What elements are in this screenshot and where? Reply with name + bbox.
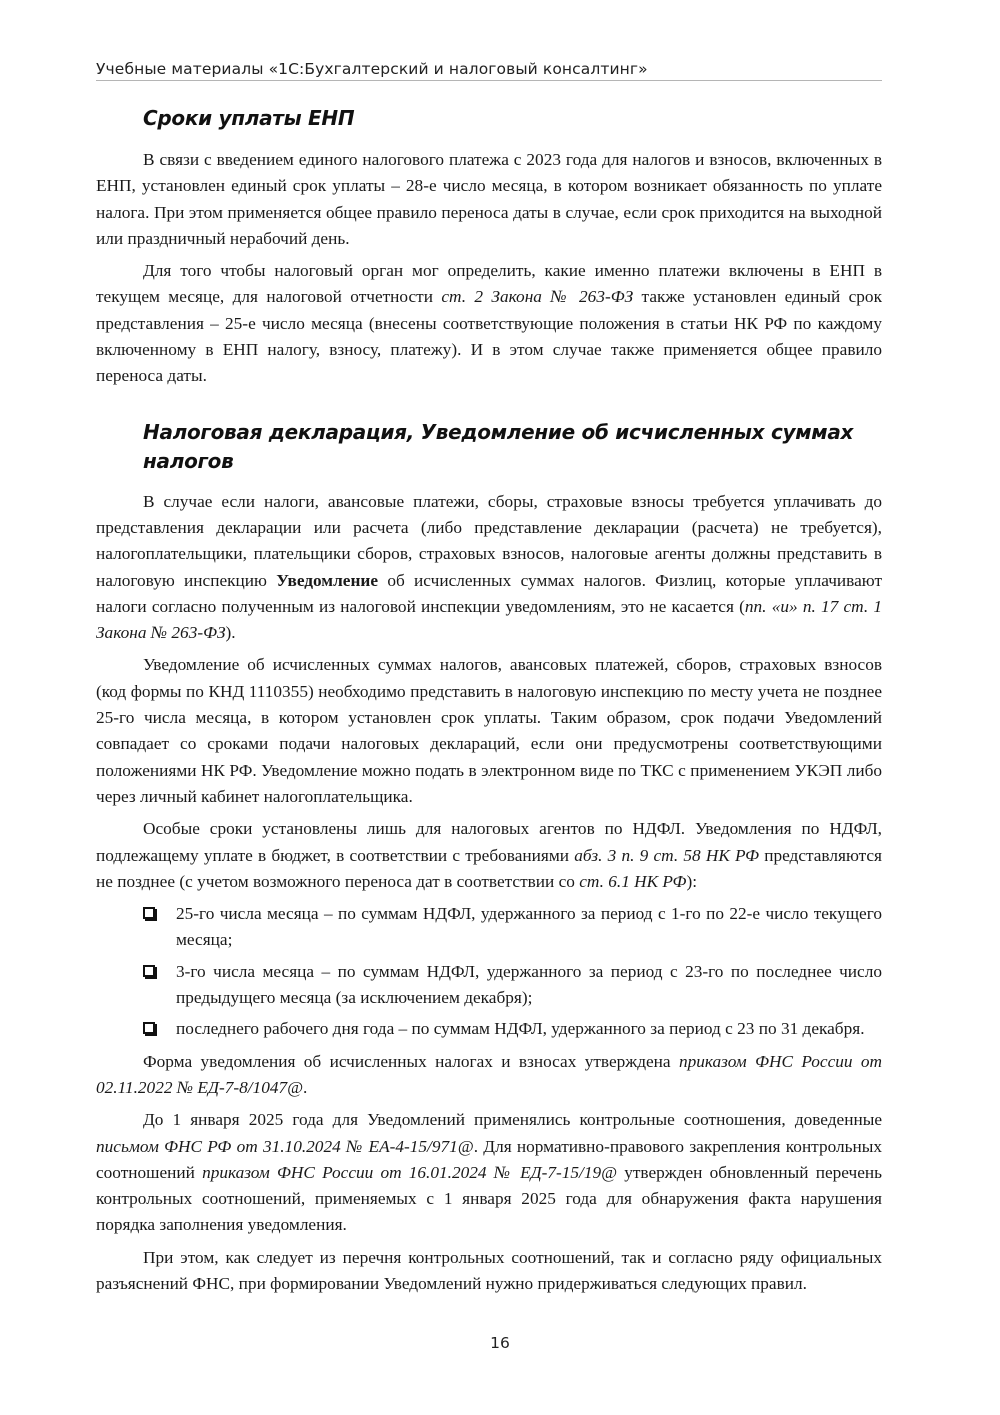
paragraph	[96, 1049, 882, 1102]
checkbox-bullet-icon	[143, 907, 155, 919]
paragraph	[96, 652, 882, 810]
paragraph-text: Форма уведомления об исчисленных налогах и взносах утверждена	[143, 1051, 679, 1071]
law-reference: ст. 6.1 НК РФ	[579, 871, 687, 891]
paragraph-text: об исчисленных суммах налогов. Физлиц, которые уплачивают налоги согласно полученным из налоговой инспекции уведомлениям, это не касается (	[96, 570, 882, 616]
law-reference: приказом ФНС России от 16.01.2024 № ЕД-7-15/19@	[202, 1162, 618, 1182]
paragraph	[96, 147, 882, 252]
law-reference: приказом ФНС России от 02.11.2022 № ЕД-7-8/1047@	[96, 1051, 882, 1097]
paragraph	[96, 816, 882, 895]
paragraph	[96, 258, 882, 389]
page-number: 16	[490, 1334, 510, 1352]
bold-term: Уведомление	[276, 570, 379, 590]
paragraph-text: ).	[225, 623, 236, 643]
section-heading-declaration-notice: Налоговая декларация, Уведомление об исчисленных суммах налогов	[143, 419, 854, 473]
law-reference: ст. 2 Закона № 263-ФЗ	[441, 287, 634, 307]
paragraph-text: До 1 января 2025 года для Уведомлений применялись контрольные соотношения, доведенные	[143, 1110, 882, 1130]
list-item-text: 25-го числа месяца – по суммам НДФЛ, удержанного за период с 1-го по 22-е число текущего месяца;	[176, 904, 882, 950]
paragraph-text: При этом, как следует из перечня контрольных соотношений, так и согласно ряду официальных разъяснений ФНС, при формировании Уведомлений нужно придерживаться следующих правил.	[96, 1247, 882, 1293]
list-item	[96, 959, 882, 1012]
list-item	[96, 901, 882, 954]
paragraph-text: утвержден обновленный перечень контрольных соотношений, применяемых с 1 января 2025 года для обнаружения факта нарушения порядка заполнения уведомления.	[96, 1162, 882, 1235]
checkbox-bullet-icon	[143, 965, 155, 977]
paragraph-text: Для того чтобы налоговый орган мог определить, какие именно платежи включены в ЕНП в текущем месяце, для налоговой отчетности	[96, 261, 882, 307]
list-item	[96, 1016, 882, 1042]
paragraph-text: В случае если налоги, авансовые платежи, сборы, страховые взносы требуется уплачивать до представления декларации или расчета (либо представление декларации (расчета) не требуется), налогоплательщики, плательщики сборов, страховых взносов, налоговые агенты должны представить в налоговую инспекцию	[96, 491, 882, 590]
paragraph	[96, 1245, 882, 1298]
law-reference: письмом ФНС РФ от 31.10.2024 № ЕА-4-15/971@	[96, 1136, 474, 1156]
paragraph-text: Особые сроки установлены лишь для налоговых агентов по НДФЛ. Уведомления по НДФЛ, подлежащему уплате в бюджет, в соответствии с требованиями	[96, 819, 882, 865]
list-item-text: последнего рабочего дня года – по суммам НДФЛ, удержанного за период с 23 по 31 декабря.	[176, 1019, 865, 1039]
page-content	[96, 100, 882, 1303]
deadline-list	[96, 901, 882, 1042]
law-reference: абз. 3 п. 9 ст. 58 НК РФ	[574, 845, 759, 865]
list-item-text: 3-го числа месяца – по суммам НДФЛ, удержанного за период с 23-го по последнее число предыдущего месяца (за исключением декабря);	[176, 961, 882, 1008]
paragraph-text: .	[303, 1077, 308, 1097]
header-divider	[96, 80, 882, 81]
paragraph-text: Уведомление об исчисленных суммах налогов, авансовых платежей, сборов, страховых взносов (код формы по КНД 1110355) необходимо представить в налоговую инспекцию по месту учета не позднее 25-го числа месяца, в котором установлен срок уплаты. Таким образом, срок подачи Уведомлений совпадает со сроками подачи налоговых деклараций, если они предусмотрены соответствующими положениями НК РФ. Уведомление можно подать в электронном виде по ТКС с применением УКЭП либо через личный кабинет налогоплательщика.	[96, 655, 882, 806]
section-heading-enp-deadlines: Сроки уплаты ЕНП	[143, 106, 355, 130]
paragraph-text: . Для нормативно-правового закрепления контрольных соотношений	[96, 1136, 883, 1182]
paragraph	[96, 1107, 882, 1238]
law-reference: пп. «и» п. 17 ст. 1 Закона № 263-ФЗ	[96, 596, 882, 643]
paragraph-text: представляются не позднее (с учетом возможного переноса дат в соответствии со	[96, 845, 883, 891]
paragraph-text: ):	[686, 871, 697, 891]
paragraph-text: также установлен единый срок представления – 25-е число месяца (внесены соответствующие положения в статьи НК РФ по каждому включенному в ЕНП налогу, взносу, платежу). И в этом случае также применяется общее правило переноса даты.	[96, 287, 882, 386]
running-header: Учебные материалы «1С:Бухгалтерский и налоговый консалтинг»	[96, 60, 648, 78]
paragraph-text: В связи с введением единого налогового платежа с 2023 года для налогов и взносов, включенных в ЕНП, установлен единый срок уплаты – 28-е число месяца, в котором возникает обязанность по уплате налога. При этом применяется общее правило переноса даты в случае, если срок приходится на выходной или праздничный нерабочий день.	[96, 150, 882, 248]
paragraph	[96, 489, 882, 647]
checkbox-bullet-icon	[143, 1022, 155, 1034]
